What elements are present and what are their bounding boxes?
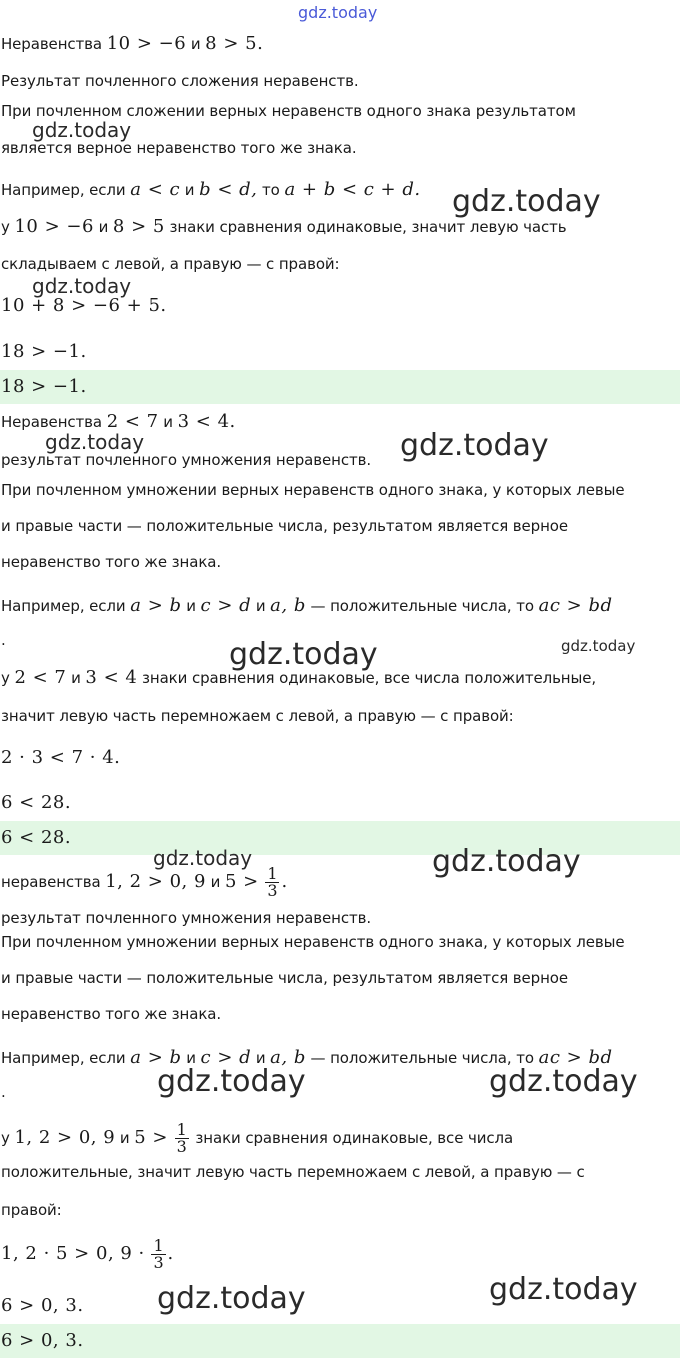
s3-step-1 (0, 1238, 680, 1271)
s2-given-b: 3 < 4. (177, 411, 236, 432)
watermark: gdz.today (153, 846, 253, 870)
s2-rule-line-2: и правые части — положительные числа, результатом является верное (1, 517, 569, 535)
s1-apply-b: 8 > 5 (112, 216, 165, 237)
s3-example-b: c > d (200, 1047, 252, 1068)
s2-apply-prefix: у (1, 669, 10, 687)
watermark: gdz.today (229, 637, 378, 672)
s1-example-a: a < c (130, 179, 181, 200)
s2-example-dot: . (1, 631, 6, 649)
watermark: gdz.today (400, 428, 549, 463)
s1-apply-a: 10 > −6 (14, 216, 94, 237)
watermark: gdz.today (45, 430, 145, 454)
s3-result-title: результат почленного умножения неравенств. (1, 909, 372, 927)
s3-and: и (210, 873, 221, 891)
watermark: gdz.today (489, 1272, 638, 1307)
s2-and: и (163, 413, 173, 431)
s2-step-2: 6 < 28. (1, 792, 72, 813)
watermark: gdz.today (32, 274, 132, 298)
s2-given-a: 2 < 7 (106, 411, 159, 432)
fraction-numerator: 1 (153, 1236, 164, 1255)
s1-example-result: a + b < c + d. (284, 179, 421, 200)
s1-apply (0, 217, 680, 237)
s3-rule-line-1: При почленном умножении верных неравенств одного знака, у которых левые (1, 933, 625, 951)
watermark: gdz.today (432, 844, 581, 879)
s2-step-1: 2 · 3 < 7 · 4. (1, 747, 121, 768)
s3-example-text: — положительные числа, то (310, 1049, 534, 1067)
s2-example-prefix: Например, если (1, 597, 126, 615)
s2-example-a: a > b (130, 595, 182, 616)
s3-rule-line-3: неравенство того же знака. (1, 1005, 222, 1023)
s3-rule-line-2: и правые части — положительные числа, результатом является верное (1, 969, 569, 987)
s2-apply-and: и (71, 669, 81, 687)
fraction-denominator: 3 (267, 881, 278, 900)
s1-apply-and: и (98, 218, 109, 236)
s1-step-1: 10 + 8 > −6 + 5. (1, 295, 167, 316)
s3-given-end: . (281, 871, 288, 892)
watermark: gdz.today (157, 1064, 306, 1099)
s3-example-result: ac > bd (538, 1047, 613, 1068)
s3-apply-line-2: положительные, значит левую часть перемножаем с левой, а правую — с (1, 1163, 585, 1181)
s3-apply (0, 1122, 680, 1155)
s2-rule-line-3: неравенство того же знака. (1, 553, 222, 571)
s2-example (0, 596, 680, 616)
s3-given-prefix: неравенства (1, 873, 101, 891)
s3-apply-prefix: у (1, 1129, 10, 1147)
s3-apply-line-3: правой: (1, 1201, 62, 1219)
s1-apply-text: знаки сравнения одинаковые, значит левую часть (169, 218, 567, 236)
watermark: gdz.today (32, 118, 132, 142)
watermark: gdz.today (452, 184, 601, 219)
s1-rule-line-2: является верное неравенство того же знака. (1, 139, 357, 157)
s2-example-and: и (186, 597, 196, 615)
fraction-numerator: 1 (267, 864, 278, 883)
s1-example-prefix: Например, если (1, 181, 126, 199)
s1-rule-line-1: При почленном сложении верных неравенств одного знака результатом (1, 102, 576, 120)
s1-and: и (190, 35, 201, 53)
s3-step-1-fraction (151, 1238, 165, 1271)
s2-answer: 6 < 28. (0, 821, 680, 855)
s1-given-a: 10 > −6 (106, 33, 187, 54)
s2-example-vars: a, b (270, 595, 306, 616)
s3-answer: 6 > 0, 3. (0, 1324, 680, 1358)
s1-given (0, 34, 680, 54)
s2-given (0, 412, 680, 432)
s1-step-2: 18 > −1. (1, 341, 87, 362)
s2-apply-text: знаки сравнения одинаковые, все числа положительные, (142, 669, 597, 687)
s2-given-prefix: Неравенства (1, 413, 103, 431)
s1-example-b: b < d, (199, 179, 258, 200)
s1-example-and: и (184, 181, 195, 199)
s3-example-and: и (186, 1049, 196, 1067)
watermark: gdz.today (298, 3, 378, 22)
s3-apply-fraction (175, 1122, 189, 1155)
s1-given-prefix: Неравенства (1, 35, 103, 53)
s3-step-2: 6 > 0, 3. (1, 1295, 84, 1316)
s3-example-a: a > b (130, 1047, 182, 1068)
s2-example-text: — положительные числа, то (310, 597, 534, 615)
s2-apply-b: 3 < 4 (85, 667, 138, 688)
s3-given-fraction (265, 866, 279, 899)
s1-answer: 18 > −1. (0, 370, 680, 404)
watermark: gdz.today (489, 1064, 638, 1099)
s1-given-b: 8 > 5. (205, 33, 264, 54)
s2-example-and-2: и (255, 597, 266, 615)
s2-example-b: c > d (200, 595, 252, 616)
s3-apply-a: 1, 2 > 0, 9 (14, 1127, 116, 1148)
s2-example-result: ac > bd (538, 595, 613, 616)
s1-apply-line-2: складываем с левой, а правую — с правой: (1, 255, 340, 273)
s2-apply-line-2: значит левую часть перемножаем с левой, а правую — с правой: (1, 707, 514, 725)
s2-apply-a: 2 < 7 (14, 667, 67, 688)
s3-given-b: 5 > (224, 871, 259, 892)
watermark: gdz.today (157, 1281, 306, 1316)
s3-example-dot: . (1, 1083, 6, 1101)
s3-apply-b: 5 > (134, 1127, 168, 1148)
fraction-numerator: 1 (176, 1120, 187, 1139)
fraction-denominator: 3 (176, 1137, 187, 1156)
s3-apply-and: и (119, 1129, 130, 1147)
s3-example-vars: a, b (270, 1047, 306, 1068)
s3-example-and-2: и (255, 1049, 266, 1067)
s3-step-1-end: . (167, 1243, 174, 1264)
fraction-denominator: 3 (153, 1253, 164, 1272)
s1-example-then: то (262, 181, 280, 199)
s1-apply-prefix: у (1, 218, 10, 236)
s1-result-title: Результат почленного сложения неравенств. (1, 72, 359, 90)
s3-apply-text: знаки сравнения одинаковые, все числа (195, 1129, 514, 1147)
s3-given-a: 1, 2 > 0, 9 (105, 871, 206, 892)
s3-example-prefix: Например, если (1, 1049, 126, 1067)
s2-result-title: результат почленного умножения неравенств. (1, 451, 372, 469)
s2-rule-line-1: При почленном умножении верных неравенств одного знака, у которых левые (1, 481, 625, 499)
s3-step-1-expr: 1, 2 · 5 > 0, 9 · (1, 1243, 145, 1264)
watermark: gdz.today (561, 637, 636, 655)
